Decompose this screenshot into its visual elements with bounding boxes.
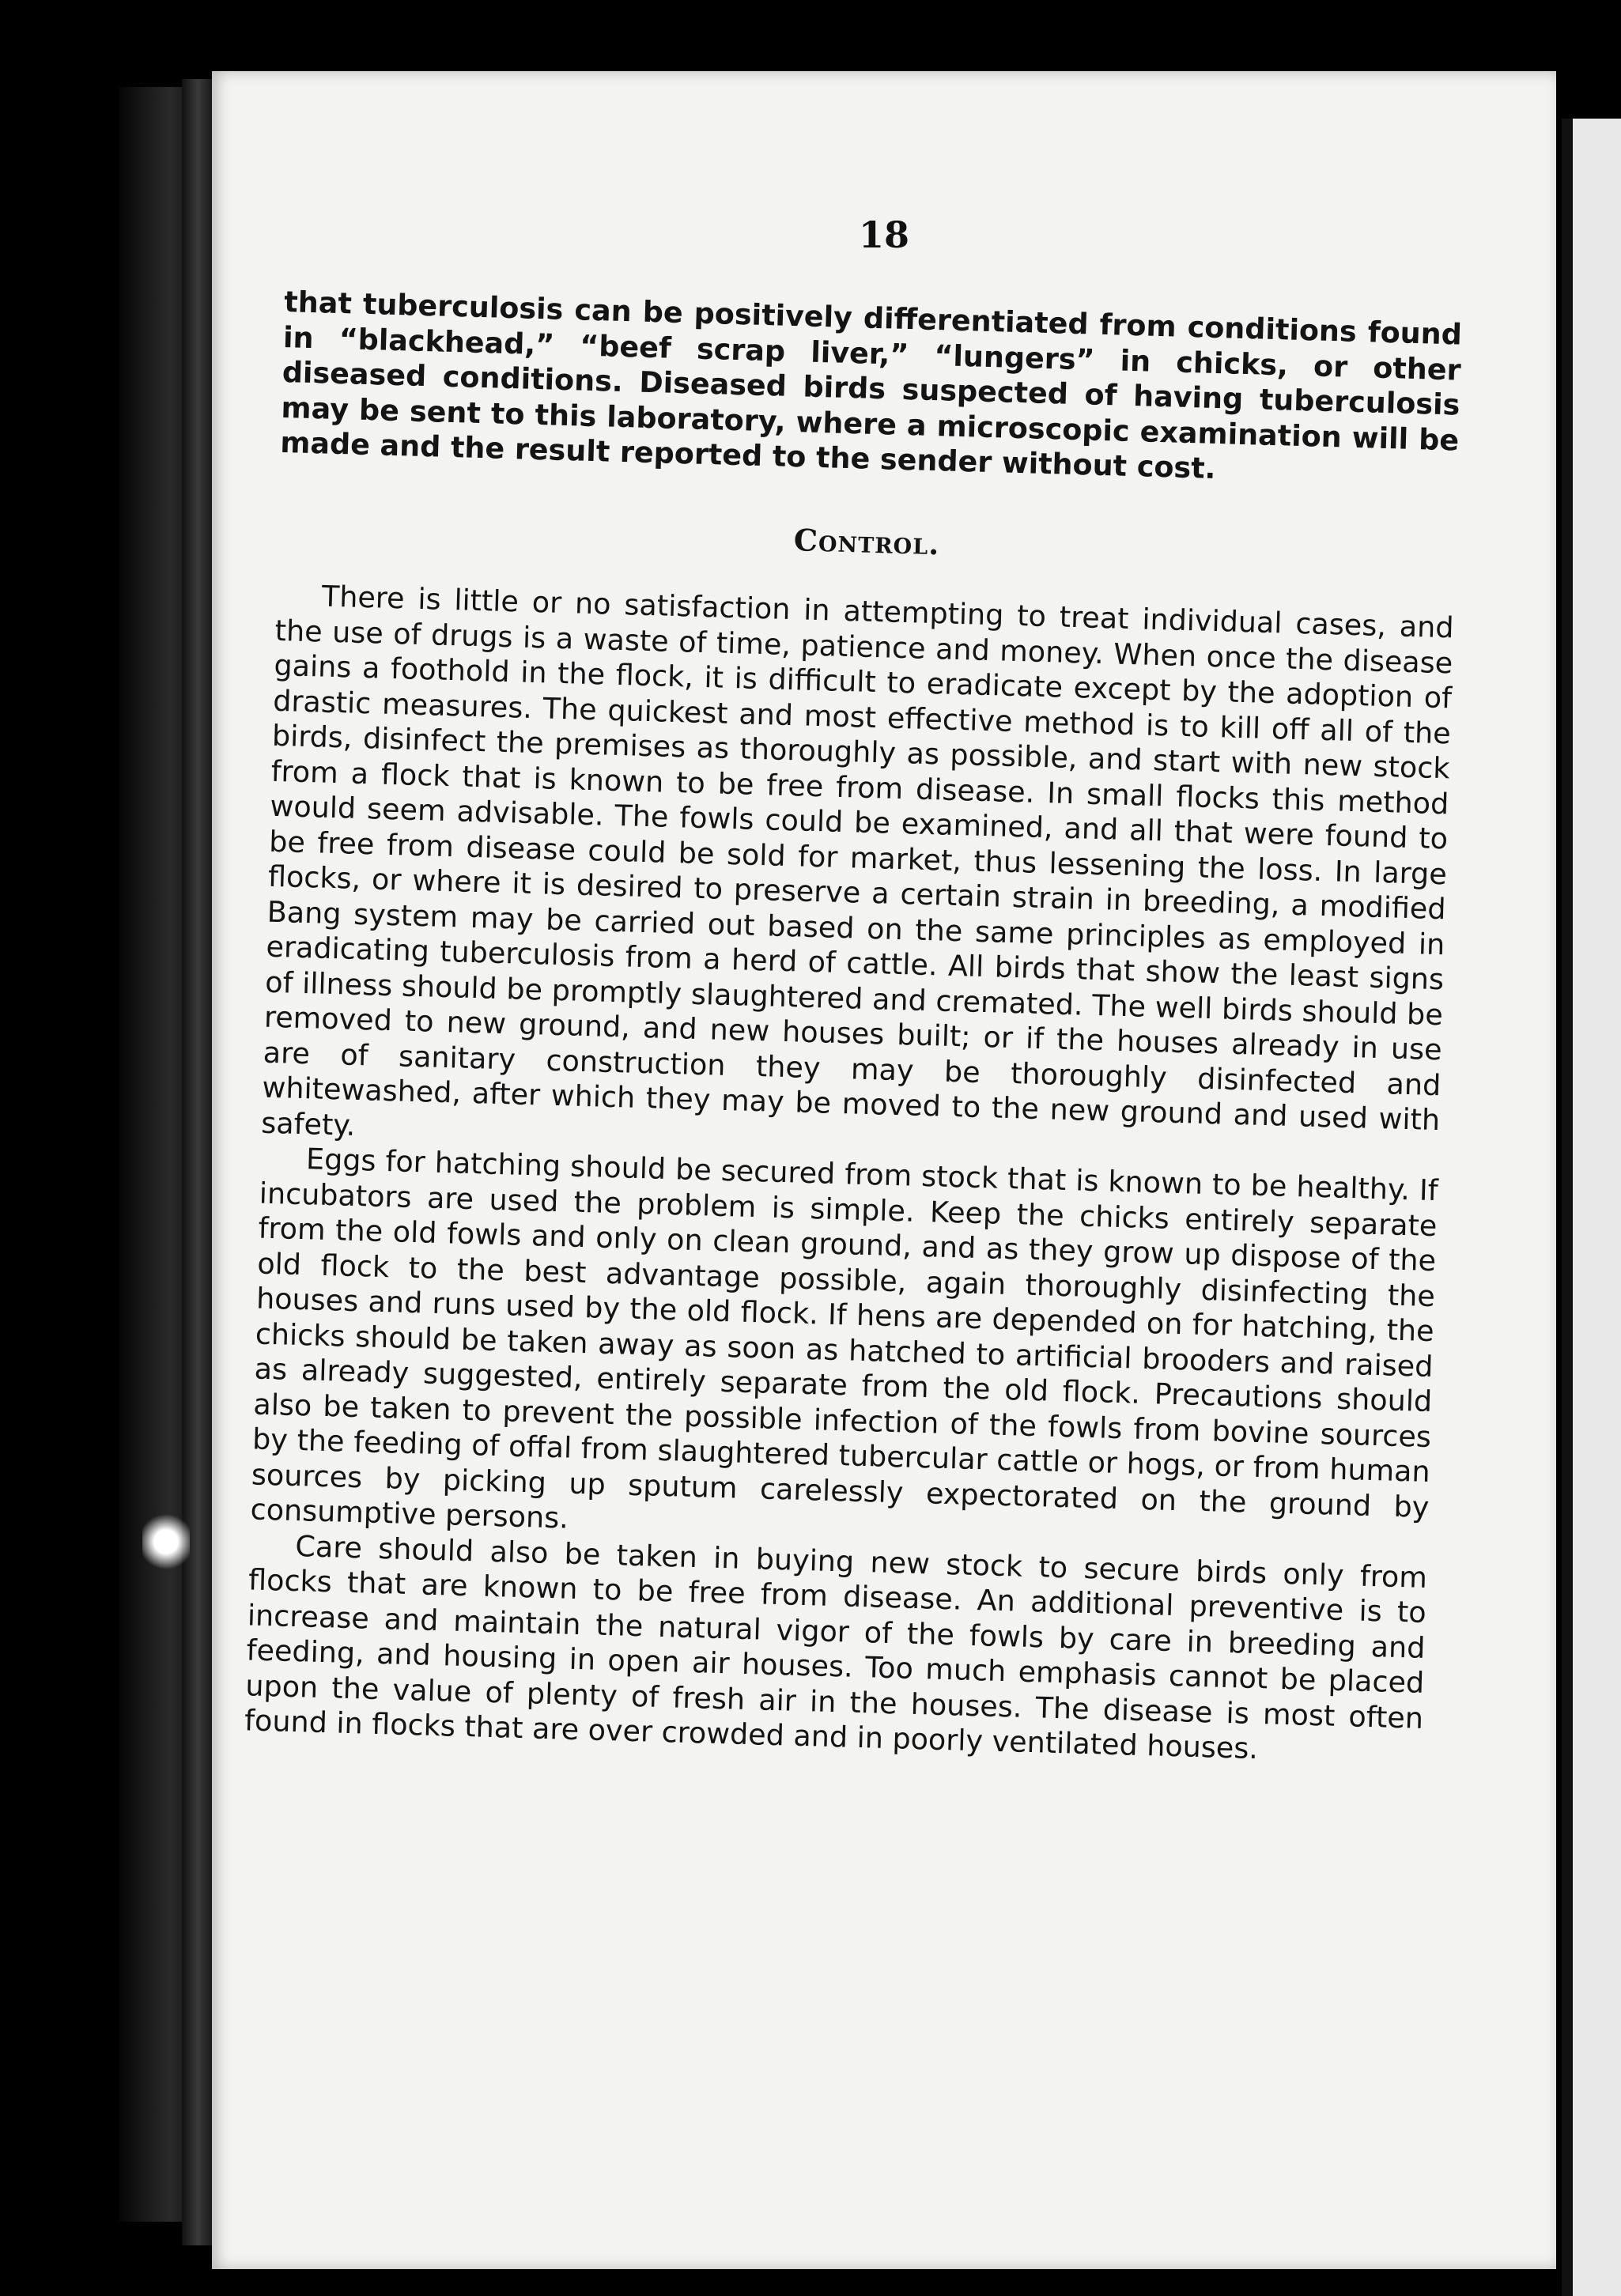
intro-paragraph: that tuberculosis can be positively differentiated from conditions found in “blackhead,” “beef scrap liver,” “lungers” in chicks, or other diseased conditions. Diseased birds suspected of having tuberculosis may be sent to this laboratory, where a microscopic examination will be made and the result reported to the sender without cost. — [279, 285, 1463, 485]
section-heading: Control. — [793, 521, 941, 561]
page-body — [244, 285, 1463, 1771]
next-page-edge — [1562, 119, 1621, 2296]
page-number: 18 — [858, 213, 909, 256]
body-paragraph: There is little or no satisfaction in attempting to treat individual cases, and the use of drugs is a waste of time, patience and money. When once the disease gains a foothold in the flock, it is difficult to eradicate except by the adoption of drastic measures. The quickest and most effective method is to kill off all of the birds, disinfect the premises as thoroughly as possible, and start with new stock from a flock that is known to be free from disease. In small flocks this method would seem advisable. The fowls could be examined, and all that were found to be free from disease could be sold for market, thus lessening the loss. In large flocks, or where it is desired to preserve a certain strain in breeding, a modified Bang system may be carried out based on the same principles as employed in eradicating tuberculosis from a herd of cattle. All birds that show the least signs of illness should be promptly slaughtered and cremated. The well birds should be removed to new ground, and new houses built; or if the houses already in use are of sanitary construction they may be thoroughly disinfected and whitewashed, after which they may be moved to the new ground and used with safety. — [260, 579, 1455, 1142]
body-paragraph: Eggs for hatching should be secured from stock that is known to be healthy. If incubators are used the problem is simple. Keep the chicks entirely separate from the old fowls and only on clean ground, and as they grow up dispose of the old flock to the best advantage possible, again thoroughly disinfecting the houses and runs used by the old flock. If hens are depended on for hatching, the chicks should be taken away as soon as hatched to artificial brooders and raised as already suggested, entirely separate from the old flock. Precautions should also be taken to prevent the possible infection of the fowls from bovine sources by the feeding of offal from slaughtered tubercular cattle or hogs, or from human sources by picking up sputum carelessly expectorated on the ground by consumptive persons. — [250, 1142, 1439, 1535]
body-paragraph: Care should also be taken in buying new stock to secure birds only from flocks that are known to be free from disease. An additional preventive is to increase and maintain the natural vigor of the fowls by care in breeding and feeding, and housing in open air houses. Too much emphasis cannot be placed upon the value of plenty of fresh air in the houses. The disease is most often found in flocks that are over crowded and in poorly ventilated houses. — [244, 1528, 1428, 1766]
page-blemish — [142, 1510, 190, 1573]
book-page — [212, 71, 1556, 2269]
book-spine-edge — [182, 79, 213, 2245]
